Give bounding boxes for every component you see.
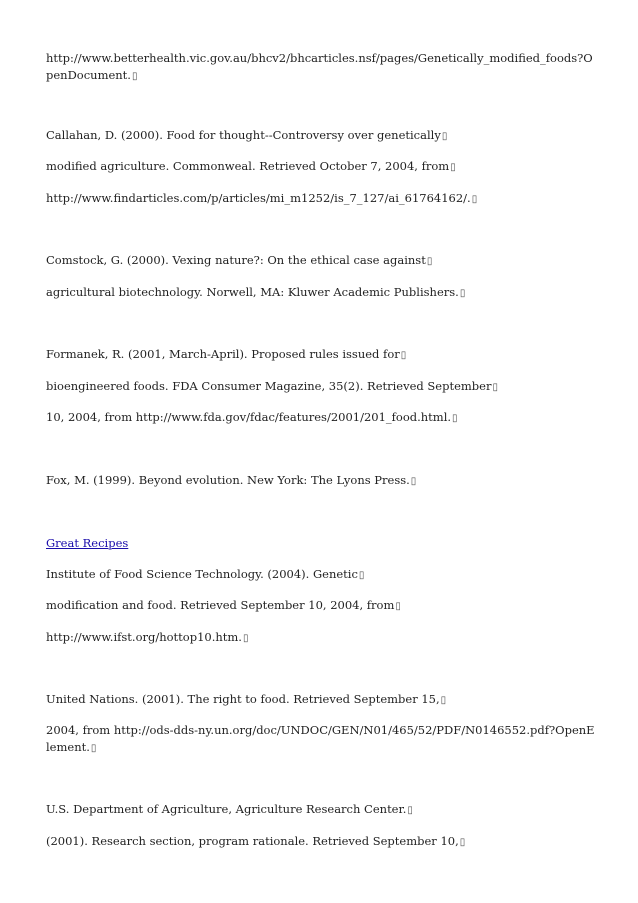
paragraph-mark-icon: ▯ — [459, 288, 466, 299]
paragraph-mark-icon: ▯ — [459, 837, 466, 848]
reference-line — [46, 597, 598, 615]
reference-text: Fox, M. (1999). Beyond evolution. New York: The Lyons Press. — [46, 473, 410, 487]
reference-text: (2001). Research section, program rationale. Retrieved September 10, — [46, 834, 459, 848]
reference-line — [46, 252, 598, 270]
reference-text: Institute of Food Science Technology. (2004). Genetic — [46, 567, 358, 581]
reference-text: United Nations. (2001). The right to food. Retrieved September 15, — [46, 692, 440, 706]
reference-line — [46, 190, 598, 208]
paragraph-mark-icon: ▯ — [426, 256, 433, 267]
paragraph-mark-icon: ▯ — [441, 131, 448, 142]
reference-line — [46, 629, 598, 647]
reference-line — [46, 284, 598, 302]
paragraph-mark-icon: ▯ — [452, 413, 458, 424]
reference-line — [46, 346, 598, 364]
reference-text: http://www.ifst.org/hottop10.htm. — [46, 630, 242, 644]
reference-line — [46, 50, 598, 85]
paragraph-mark-icon: ▯ — [471, 194, 478, 205]
paragraph-mark-icon: ▯ — [242, 633, 249, 644]
paragraph-mark-icon: ▯ — [407, 805, 413, 816]
reference-line — [46, 127, 598, 145]
reference-text: bioengineered foods. FDA Consumer Magazine, 35(2). Retrieved September — [46, 379, 492, 393]
reference-text: modification and food. Retrieved September 10, 2004, from — [46, 598, 395, 612]
reference-line — [46, 566, 598, 584]
reference-text: 10, 2004, from http://www.fda.gov/fdac/features/2001/201_food.html. — [46, 410, 452, 424]
paragraph-mark-icon: ▯ — [440, 695, 447, 706]
paragraph-mark-icon: ▯ — [358, 570, 365, 581]
great-recipes-link-line — [46, 535, 598, 552]
reference-text: http://www.findarticles.com/p/articles/mi_m1252/is_7_127/ai_61764162/. — [46, 191, 471, 205]
reference-text: Formanek, R. (2001, March-April). Proposed rules issued for — [46, 347, 400, 361]
reference-line — [46, 158, 598, 176]
reference-text: agricultural biotechnology. Norwell, MA: Kluwer Academic Publishers. — [46, 285, 459, 299]
paragraph-mark-icon: ▯ — [131, 71, 138, 82]
paragraph-mark-icon: ▯ — [395, 601, 401, 612]
paragraph-mark-icon: ▯ — [410, 476, 417, 487]
reference-text: Comstock, G. (2000). Vexing nature?: On the ethical case against — [46, 253, 426, 267]
reference-text: 2004, from http://ods-dds-ny.un.org/doc/UNDOC/GEN/N01/465/52/PDF/N0146552.pdf?OpenElement. — [46, 723, 595, 754]
reference-line — [46, 472, 598, 490]
reference-line — [46, 722, 598, 757]
reference-line — [46, 409, 598, 427]
paragraph-mark-icon: ▯ — [400, 350, 407, 361]
reference-line — [46, 833, 598, 851]
paragraph-mark-icon: ▯ — [450, 162, 456, 173]
paragraph-mark-icon: ▯ — [492, 382, 498, 393]
paragraph-mark-icon: ▯ — [90, 743, 97, 754]
reference-line — [46, 801, 598, 819]
reference-line — [46, 691, 598, 709]
reference-text: modified agriculture. Commonweal. Retrieved October 7, 2004, from — [46, 159, 450, 173]
reference-line — [46, 378, 598, 396]
great-recipes-link[interactable]: Great Recipes — [46, 536, 129, 550]
reference-text: http://www.betterhealth.vic.gov.au/bhcv2/bhcarticles.nsf/pages/Genetically_modified_foods?OpenDocument. — [46, 51, 593, 82]
reference-text: U.S. Department of Agriculture, Agriculture Research Center. — [46, 802, 407, 816]
reference-text: Callahan, D. (2000). Food for thought--Controversy over genetically — [46, 128, 441, 142]
